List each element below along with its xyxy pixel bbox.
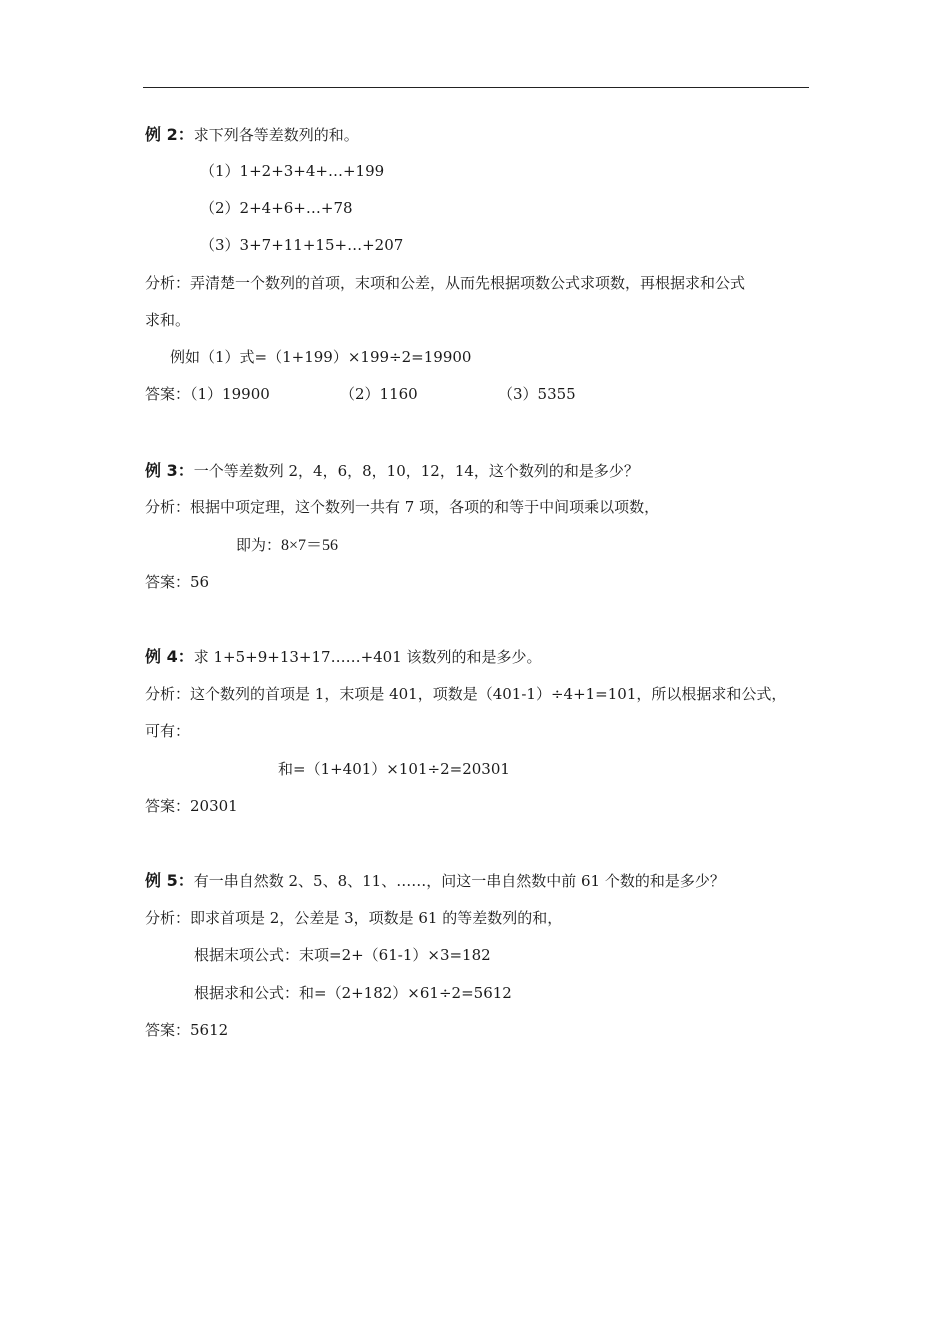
- example-2-item-1: （1）1+2+3+4+…+199: [200, 162, 385, 180]
- example-3-formula-prefix: 即为：: [236, 536, 282, 554]
- example-5-answer: 答案：5612: [145, 1021, 229, 1039]
- example-5-label: 例 5：: [145, 871, 194, 890]
- example-4-formula: 和=（1+401）×101÷2=20301: [278, 760, 510, 778]
- example-3-answer: 答案：56: [145, 573, 210, 591]
- example-4-analysis-line-2: 可有：: [145, 722, 191, 740]
- example-4-answer: 答案：20301: [145, 797, 238, 815]
- example-2-analysis-line-1: 分析：弄清楚一个数列的首项，末项和公差，从而先根据项数公式求项数，再根据求和公式: [145, 274, 746, 292]
- example-2-answer-3: （3）5355: [498, 385, 576, 403]
- example-5-analysis: 分析：即求首项是 2，公差是 3，项数是 61 的等差数列的和，: [145, 909, 563, 927]
- example-2-item-3: （3）3+7+11+15+…+207: [200, 236, 404, 254]
- example-2-answer-1: （1）19900: [190, 385, 270, 403]
- header-rule: [143, 87, 809, 88]
- example-5-question: 有一串自然数 2、5、8、11、……，问这一串自然数中前 61 个数的和是多少？: [193, 872, 725, 890]
- example-2-label: 例 2：: [145, 125, 194, 144]
- example-4-question: 求 1+5+9+13+17……+401 该数列的和是多少。: [193, 648, 542, 666]
- example-3-label: 例 3：: [145, 461, 194, 480]
- example-2-answer-label: 答案：: [145, 385, 191, 403]
- example-3-formula: 8×7＝56: [281, 537, 339, 554]
- example-2-analysis-line-2: 求和。: [145, 311, 191, 329]
- example-2-question: 求下列各等差数列的和。: [193, 126, 359, 144]
- example-5-step-1: 根据末项公式：末项=2+（61-1）×3=182: [194, 946, 491, 964]
- example-4-label: 例 4：: [145, 647, 194, 666]
- example-4-analysis-line-1: 分析：这个数列的首项是 1，末项是 401，项数是（401-1）÷4+1=101，所以根据求和公式，: [145, 685, 787, 703]
- example-3-analysis: 分析：根据中项定理，这个数列一共有 7 项，各项的和等于中间项乘以项数，: [145, 498, 660, 516]
- example-3-question: 一个等差数列 2，4，6，8，10，12，14，这个数列的和是多少？: [193, 462, 639, 480]
- example-2-answer-2: （2）1160: [340, 385, 418, 403]
- example-2-item-2: （2）2+4+6+…+78: [200, 199, 353, 217]
- example-2-worked-example: 例如（1）式=（1+199）×199÷2=19900: [170, 348, 472, 366]
- example-5-step-2: 根据求和公式：和=（2+182）×61÷2=5612: [194, 984, 512, 1002]
